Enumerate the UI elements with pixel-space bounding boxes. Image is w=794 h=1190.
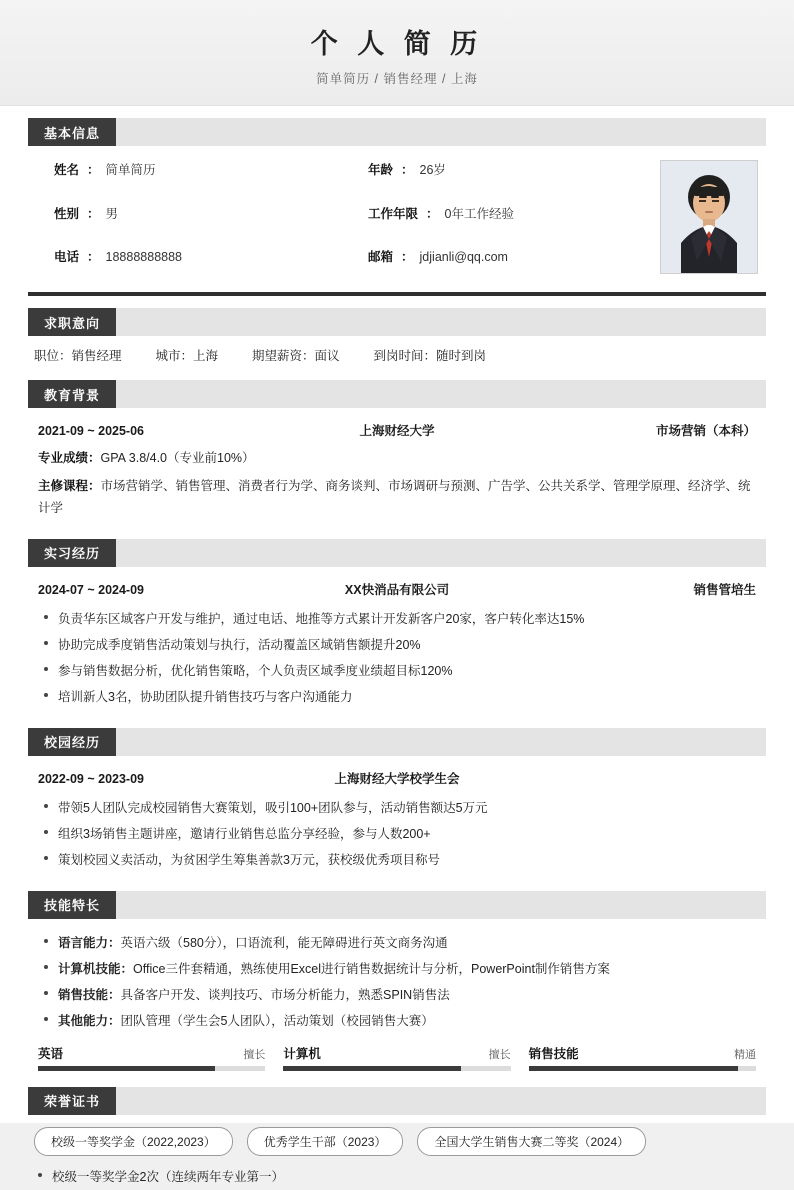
section-bar-honors <box>28 1087 766 1115</box>
skill-bar-fill <box>529 1066 738 1071</box>
internship-heading-row <box>34 576 760 604</box>
field-phone-value: 18888888888 <box>105 250 183 265</box>
field-gender-key: 性别 <box>54 206 80 221</box>
campus-date: 2022-09 ~ 2023-09 <box>38 771 144 786</box>
avatar <box>660 160 758 274</box>
skill-bar-sales <box>529 1044 756 1071</box>
skill-bar-head <box>283 1044 510 1062</box>
intent-city: 城市：上海 <box>155 349 219 363</box>
field-experience <box>346 204 660 231</box>
field-name-value: 简单简历 <box>105 163 156 177</box>
field-phone-key: 电话 <box>54 250 80 265</box>
section-internship <box>28 539 766 716</box>
skill-bars <box>34 1036 760 1071</box>
education-courses <box>34 473 760 523</box>
field-email-key: 邮箱 <box>368 250 394 265</box>
section-honors <box>28 1087 766 1190</box>
list-item: 协助完成季度销售活动策划与执行，活动覆盖区域销售额提升20% <box>58 632 760 658</box>
internship-company: XX快消品有限公司 <box>344 582 450 597</box>
section-bar-campus <box>28 728 766 756</box>
internship-position: 销售管培生 <box>693 582 756 597</box>
field-gender-value: 男 <box>105 206 119 221</box>
list-item: 负责华东区域客户开发与维护，通过电话、地推等方式累计开发新客户20家，客户转化率达15% <box>58 606 760 632</box>
skill-text-sales: 具备客户开发、谈判技巧、市场分析能力，熟悉SPIN销售法 <box>120 987 450 1002</box>
section-bar-internship <box>28 539 766 567</box>
list-item: 策划校园义卖活动，为贫困学生筹集善款3万元，获校级优秀项目称号 <box>58 847 760 873</box>
section-title-skills: 技能特长 <box>28 891 116 919</box>
section-title-honors: 荣誉证书 <box>28 1087 116 1115</box>
section-skills <box>28 891 766 1075</box>
intent-position: 职位：销售经理 <box>34 349 122 363</box>
page-title: 个 人 简 历 <box>310 29 484 59</box>
colon: ： <box>87 206 100 221</box>
internship-body <box>28 567 766 716</box>
skill-bar-english <box>38 1044 265 1071</box>
skill-bar-name: 英语 <box>38 1046 64 1061</box>
section-title-intent: 求职意向 <box>28 308 116 336</box>
portrait-photo-icon <box>661 161 757 273</box>
skills-body <box>28 919 766 1075</box>
honor-chip: 校级一等奖学金（2022,2023） <box>34 1127 233 1156</box>
section-title-education: 教育背景 <box>28 380 116 408</box>
campus-heading-row <box>34 765 760 793</box>
field-age <box>346 160 660 187</box>
page-subtitle: 简单简历 / 销售经理 / 上海 <box>316 72 478 86</box>
education-courses-label: 主修课程： <box>38 478 101 493</box>
honor-chip: 优秀学生干部（2023） <box>247 1127 404 1156</box>
field-experience-key: 工作年限 <box>368 206 419 221</box>
education-grade-label: 专业成绩： <box>38 451 101 465</box>
list-item <box>58 982 760 1008</box>
internship-date: 2024-07 ~ 2024-09 <box>38 582 144 597</box>
colon: ： <box>87 163 100 177</box>
education-courses-value: 市场营销学、销售管理、消费者行为学、商务谈判、市场调研与预测、广告学、公共关系学、管理学原理、经济学、统计学 <box>38 478 751 515</box>
education-major: 市场营销（本科） <box>655 424 756 438</box>
skill-bar-level: 擅长 <box>488 1048 511 1061</box>
colon: ： <box>401 250 414 265</box>
intent-body <box>28 336 766 368</box>
section-bar-education <box>28 380 766 408</box>
education-grade-value: GPA 3.8/4.0（专业前10%） <box>100 451 255 465</box>
field-email <box>346 247 660 274</box>
campus-body <box>28 756 766 879</box>
skill-bar-level: 擅长 <box>243 1048 266 1061</box>
section-title-internship: 实习经历 <box>28 539 116 567</box>
section-bar-intent <box>28 308 766 336</box>
skill-bar-computer <box>283 1044 510 1071</box>
list-item <box>58 1008 760 1034</box>
skill-bar-name: 销售技能 <box>528 1046 579 1061</box>
section-basic <box>28 118 766 282</box>
field-name-key: 姓名 <box>54 163 80 177</box>
skill-label-sales: 销售技能： <box>58 987 121 1002</box>
colon: ： <box>401 163 414 177</box>
field-gender <box>32 204 346 231</box>
list-item: 培训新人3名，协助团队提升销售技巧与客户沟通能力 <box>58 684 760 710</box>
skill-bar-track <box>283 1066 510 1071</box>
section-title-campus: 校园经历 <box>28 728 116 756</box>
skill-text-other: 团队管理（学生会5人团队），活动策划（校园销售大赛） <box>120 1013 434 1028</box>
section-bar-skills <box>28 891 766 919</box>
skill-text-computer: Office三件套精通，熟练使用Excel进行销售数据统计与分析，PowerPoint制作销售方案 <box>133 961 610 976</box>
basic-fields <box>32 160 660 274</box>
campus-org: 上海财经大学校学生会 <box>334 771 460 786</box>
honor-bullets <box>28 1164 766 1190</box>
education-date: 2021-09 ~ 2025-06 <box>38 424 144 438</box>
skill-bar-track <box>529 1066 756 1071</box>
skill-label-computer: 计算机技能： <box>58 961 134 976</box>
honor-chips <box>28 1115 766 1162</box>
education-heading-row <box>34 417 760 445</box>
campus-bullets <box>34 795 760 873</box>
section-bar-basic <box>28 118 766 146</box>
skill-bar-head <box>38 1044 265 1062</box>
internship-bullets <box>34 606 760 710</box>
field-email-value: jdjianli@qq.com <box>419 250 508 265</box>
section-education <box>28 380 766 527</box>
intent-arrival: 到岗时间：随时到岗 <box>373 349 487 363</box>
field-age-value: 26岁 <box>419 163 446 177</box>
education-grade <box>34 445 760 473</box>
list-item: 带领5人团队完成校园销售大赛策划，吸引100+团队参与，活动销售额达5万元 <box>58 795 760 821</box>
skill-bar-fill <box>283 1066 460 1071</box>
section-divider <box>28 292 766 296</box>
skill-bar-name: 计算机 <box>283 1046 321 1061</box>
list-item <box>58 956 760 982</box>
section-campus <box>28 728 766 879</box>
list-item: 参与销售数据分析，优化销售策略，个人负责区域季度业绩超目标120% <box>58 658 760 684</box>
colon: ： <box>426 206 439 221</box>
skill-label-language: 语言能力： <box>58 935 121 950</box>
intent-salary: 期望薪资：面议 <box>252 349 340 363</box>
education-school: 上海财经大学 <box>359 424 435 438</box>
list-item: 校级一等奖学金2次（连续两年专业第一） <box>52 1164 766 1190</box>
resume-header <box>0 0 794 106</box>
skill-bar-head <box>529 1044 756 1062</box>
list-item <box>58 930 760 956</box>
honor-chip: 全国大学生销售大赛二等奖（2024） <box>417 1127 646 1156</box>
field-age-key: 年龄 <box>368 163 394 177</box>
skills-bullets <box>34 930 760 1034</box>
section-intent <box>28 308 766 368</box>
field-phone <box>32 247 346 274</box>
section-title-basic: 基本信息 <box>28 118 116 146</box>
education-body <box>28 408 766 527</box>
skill-label-other: 其他能力： <box>58 1013 121 1028</box>
list-item: 组织3场销售主题讲座，邀请行业销售总监分享经验，参与人数200+ <box>58 821 760 847</box>
field-experience-value: 0年工作经验 <box>444 206 514 221</box>
colon: ： <box>87 250 100 265</box>
basic-info-body <box>28 146 766 282</box>
skill-text-language: 英语六级（580分），口语流利，能无障碍进行英文商务沟通 <box>120 935 448 950</box>
field-name <box>32 160 346 187</box>
skill-bar-fill <box>38 1066 215 1071</box>
skill-bar-level: 精通 <box>733 1048 756 1061</box>
skill-bar-track <box>38 1066 265 1071</box>
